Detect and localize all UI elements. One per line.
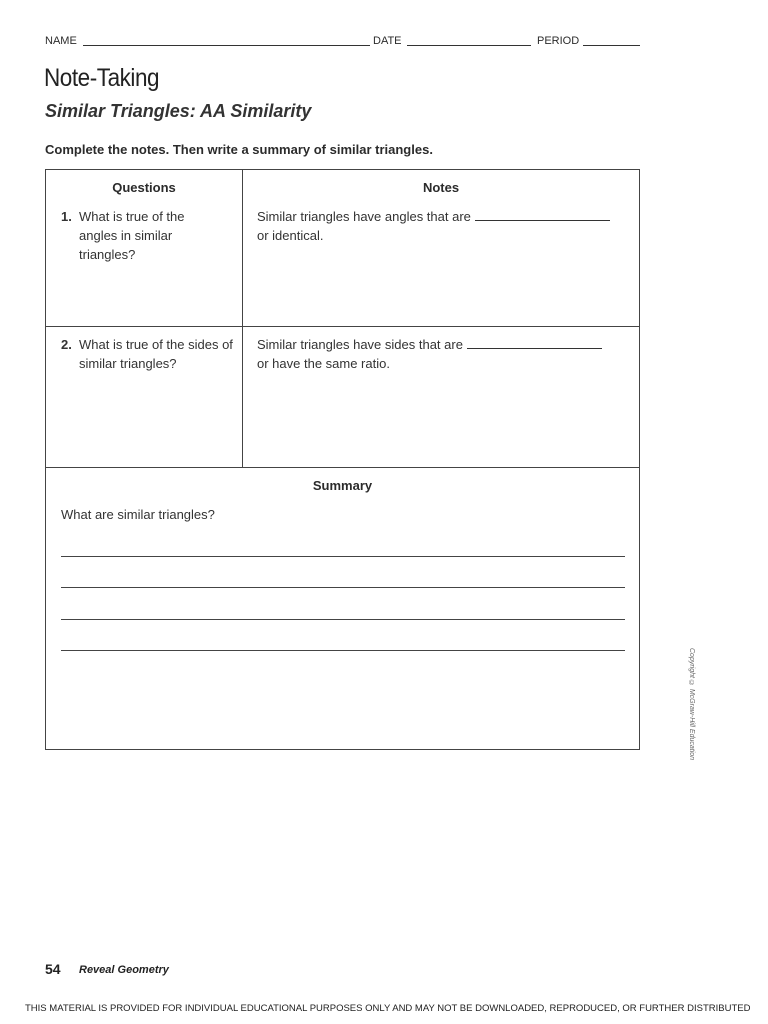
page-subtitle: Similar Triangles: AA Similarity	[45, 101, 312, 121]
question-2	[61, 335, 231, 375]
note-text: Similar triangles have sides that are	[257, 337, 463, 352]
question-number: 1.	[61, 209, 72, 224]
footer-disclaimer: THIS MATERIAL IS PROVIDED FOR INDIVIDUAL EDUCATIONAL PURPOSES ONLY AND MAY NOT BE DOWNLOADED, REPRODUCED, OR FURTHER DISTRIBUTED	[25, 1003, 751, 1014]
book-title: Reveal Geometry	[79, 964, 169, 976]
answer-blank[interactable]	[467, 337, 602, 349]
column-divider	[242, 170, 243, 467]
row-divider	[46, 326, 639, 327]
name-label: NAME	[45, 35, 77, 47]
question-1	[61, 207, 231, 267]
summary-answer-line[interactable]	[61, 587, 625, 588]
date-label: DATE	[373, 35, 402, 47]
row-divider	[46, 467, 639, 468]
note-2	[257, 335, 632, 373]
summary-heading: Summary	[312, 478, 373, 493]
notes-column-header: Notes	[422, 180, 460, 195]
name-field[interactable]	[83, 45, 370, 46]
answer-blank[interactable]	[475, 209, 610, 221]
summary-question: What are similar triangles?	[61, 507, 215, 522]
question-number: 2.	[61, 337, 72, 352]
copyright-notice: Copyright © McGraw-Hill Education	[688, 648, 695, 761]
note-text: or identical.	[257, 228, 324, 243]
notes-table	[45, 169, 640, 750]
period-field[interactable]	[583, 45, 640, 46]
summary-answer-line[interactable]	[61, 650, 625, 651]
date-field[interactable]	[407, 45, 531, 46]
instructions: Complete the notes. Then write a summary of similar triangles.	[45, 142, 433, 157]
note-text: Similar triangles have angles that are	[257, 209, 471, 224]
questions-column-header: Questions	[112, 180, 176, 195]
summary-answer-line[interactable]	[61, 619, 625, 620]
summary-answer-line[interactable]	[61, 556, 625, 557]
note-1	[257, 207, 632, 245]
student-info-header	[45, 35, 640, 49]
page-title: Note-Taking	[44, 64, 160, 92]
question-text: What is true of the angles in similar triangles?	[79, 209, 185, 262]
note-text: or have the same ratio.	[257, 356, 390, 371]
period-label: PERIOD	[537, 35, 580, 47]
page-number: 54	[45, 961, 61, 977]
question-text: What is true of the sides of similar triangles?	[79, 337, 233, 371]
